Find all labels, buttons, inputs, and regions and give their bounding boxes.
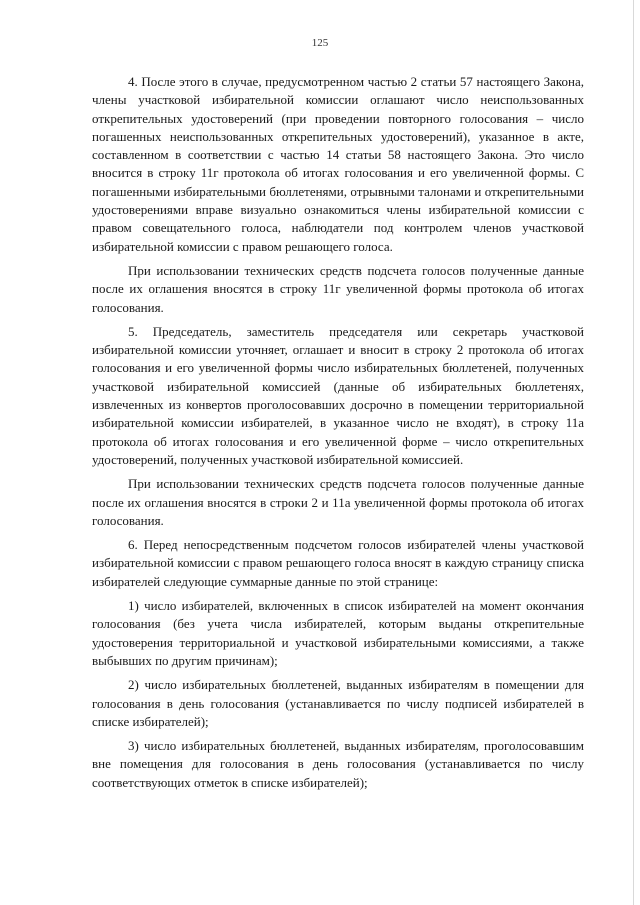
paragraph-5-technical-note: При использовании технических средств подсчета голосов полученные данные после их оглашения вносятся в строки 2 и 11а увеличенной формы протокола об итогах голосования. [92, 476, 584, 528]
paragraph-4: 4. После этого в случае, предусмотренном частью 2 статьи 57 настоящего Закона, члены участковой избирательной комиссии оглашают число неиспользованных открепительных удостоверений (при проведении повторного голосования – число погашенных неиспользованных открепительных удостоверений), указанное в акте, составленном в соответствии с частью 14 статьи 58 настоящего Закона. Это число вносится в строку 11г протокола об итогах голосования и его увеличенной формы. С погашенными избирательными бюллетенями, отрывными талонами и открепительными удостоверениями вправе визуально ознакомиться члены избирательной комиссии с правом совещательного голоса, наблюдатели под контролем членов участковой избирательной комиссии с правом решающего голоса. [92, 74, 584, 254]
page-edge-line [633, 0, 634, 905]
page-number: 125 [311, 37, 329, 49]
paragraph-5: 5. Председатель, заместитель председателя или секретарь участковой избирательной комиссии уточняет, оглашает и вносит в строку 2 протокола об итогах голосования и его увеличенной формы число избирательных бюллетеней, полученных участковой избирательной комиссией (данные об избирательных бюллетенях, извлеченных из конвертов проголосовавших досрочно в помещении территориальной избирательной комиссии избирателей, в указанное число не входят), в строку 11а протокола об итогах голосования и его увеличенной форме – число открепительных удостоверений, полученных участковой избирательной комиссией. [92, 323, 584, 467]
list-item-3: 3) число избирательных бюллетеней, выданных избирателям, проголосовавшим вне помещения для голосования в день голосования (устанавливается по числу соответствующих отметок в списке избирателей); [92, 738, 584, 790]
list-item-1: 1) число избирателей, включенных в список избирателей на момент окончания голосования (без учета числа избирателей, которым выданы открепительные удостоверения территориальной и участковой избирательными комиссиями, а также выбывших по другим причинам); [92, 598, 584, 668]
paragraph-6: 6. Перед непосредственным подсчетом голосов избирателей члены участковой избирательной комиссии с правом решающего голоса вносят в каждую страницу списка избирателей следующие суммарные данные по этой странице: [92, 537, 584, 589]
document-body [92, 73, 584, 798]
paragraph-4-technical-note: При использовании технических средств подсчета голосов полученные данные после их оглашения вносятся в строку 11г увеличенной формы протокола об итогах голосования. [92, 262, 584, 315]
list-item-2: 2) число избирательных бюллетеней, выданных избирателям в помещении для голосования в день голосования (устанавливается по числу подписей избирателей в списке избирателей); [92, 677, 584, 729]
